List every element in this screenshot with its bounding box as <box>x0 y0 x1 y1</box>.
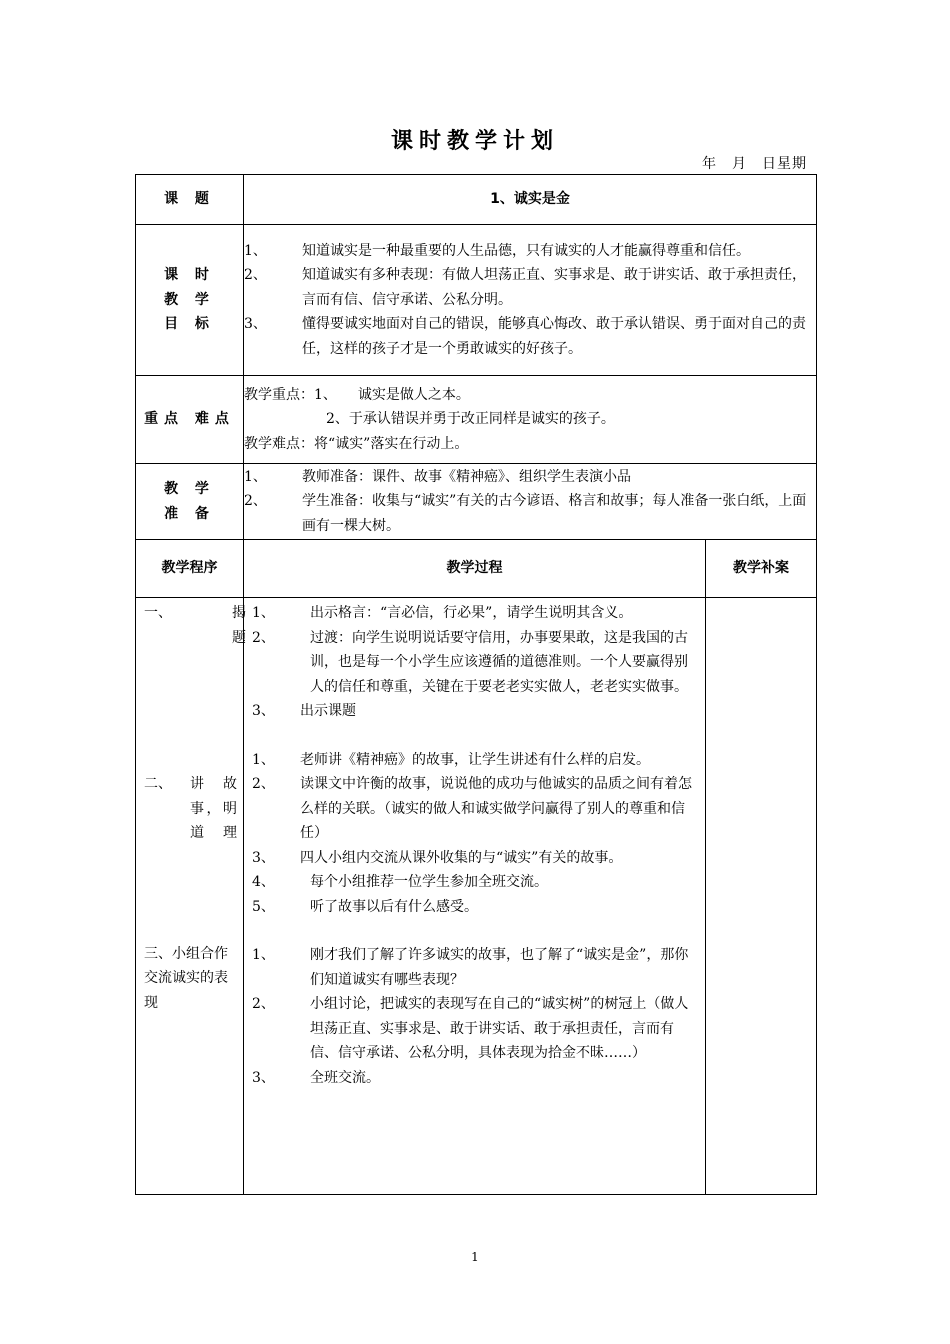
goal-text: 知道诚实有多种表现：有做人坦荡正直、实事求是、敢于讲实话、敢于承担责任，言而有信、信守承诺、公私分明。 <box>302 267 806 308</box>
step-num: 5、 <box>252 898 275 915</box>
key-point-line: 教学重点：1、 诚实是做人之本。 <box>244 386 470 403</box>
topic-row <box>136 175 817 225</box>
difficult-point-line: 教学难点：将“诚实”落实在行动上。 <box>244 435 469 452</box>
goal-text: 知道诚实是一种最重要的人生品德，只有诚实的人才能赢得尊重和信任。 <box>302 242 750 259</box>
step-item <box>252 748 697 773</box>
prep-label-line: 教 学 <box>164 481 215 497</box>
step-text: 刚才我们了解了许多诚实的故事，也了解了“诚实是金”，那你们知道诚实有哪些表现？ <box>310 947 689 988</box>
topic-label: 课 题 <box>136 175 244 225</box>
procedure-row <box>136 598 817 1195</box>
prep-item <box>244 465 816 490</box>
step-item <box>252 870 697 895</box>
focus-label: 重点 难点 <box>136 376 244 464</box>
goals-content <box>244 225 817 376</box>
prep-item <box>244 489 816 538</box>
focus-row <box>136 376 817 464</box>
stage-name: 讲故事，明道理 <box>190 776 237 841</box>
step-text: 全班交流。 <box>310 1069 380 1086</box>
step-text: 每个小组推荐一位学生参加全班交流。 <box>310 874 548 890</box>
stage-name: 小组合作交流诚实的表现 <box>144 945 228 1011</box>
step-item <box>252 601 697 626</box>
prep-label <box>136 464 244 540</box>
step-text: 过渡：向学生说明说话要守信用，办事要果敢，这是我国的古训，也是每一个小学生应该遵循的道德准则。一个人要赢得别人的信任和尊重，关键在于要老老实实做人，老老实实做事。 <box>310 629 688 695</box>
stage-1-label <box>144 601 246 650</box>
date-line: 年 月 日星期 <box>672 153 807 175</box>
stages-column <box>136 598 244 1195</box>
page-title: 课时教学计划 <box>390 129 559 154</box>
goal-num: 1、 <box>244 242 267 259</box>
lesson-plan-table <box>135 174 817 1195</box>
step-item <box>252 943 697 992</box>
goals-label-line: 课 时 <box>164 267 215 284</box>
process-column <box>244 598 706 1195</box>
step-num: 3、 <box>252 1069 275 1086</box>
step-text: 四人小组内交流从课外收集的与“诚实”有关的故事。 <box>300 849 623 866</box>
page-number: 1 <box>471 1250 479 1264</box>
step-text: 老师讲《精神癌》的故事，让学生讲述有什么样的启发。 <box>300 751 650 768</box>
prep-num: 2、 <box>244 493 267 510</box>
step-item <box>252 626 697 700</box>
goals-row <box>136 225 817 376</box>
step-text: 出示课题 <box>300 703 356 719</box>
step-item <box>252 1066 697 1091</box>
step-num: 2、 <box>252 776 275 792</box>
step-num: 1、 <box>252 751 275 768</box>
step-item <box>252 846 697 871</box>
step-num: 1、 <box>252 605 275 621</box>
goals-label-line: 目 标 <box>164 316 215 333</box>
goal-num: 2、 <box>244 267 267 284</box>
step-item <box>252 699 697 724</box>
stage-3-text <box>144 942 237 1016</box>
step-num: 4、 <box>252 874 275 890</box>
step-num: 3、 <box>252 849 275 866</box>
step-item <box>252 895 697 920</box>
key-point-line-2: 2、于承认错误并勇于改正同样是诚实的孩子。 <box>326 411 615 428</box>
step-text: 听了故事以后有什么感受。 <box>310 898 478 915</box>
goals-label <box>136 225 244 376</box>
process-header: 教学过程 <box>244 540 706 598</box>
stage-2-label <box>144 772 237 846</box>
step-item <box>252 992 697 1066</box>
step-num: 2、 <box>252 629 275 646</box>
supplement-header: 教学补案 <box>706 540 817 598</box>
prep-row <box>136 464 817 540</box>
focus-content <box>244 376 817 464</box>
prep-text: 教师准备：课件、故事《精神癌》、组织学生表演小品 <box>302 468 631 485</box>
procedure-header-row <box>136 540 817 598</box>
stage-name: 揭题 <box>232 605 246 646</box>
step-item <box>252 772 697 846</box>
stage-num: 一、 <box>144 605 172 621</box>
step-text: 读课文中许衡的故事，说说他的成功与他诚实的品质之间有着怎么样的关联。（诚实的做人和诚实做学问赢得了别人的尊重和信任） <box>300 776 692 841</box>
procedure-header: 教学程序 <box>136 540 244 598</box>
goal-num: 3、 <box>244 316 267 333</box>
goal-text: 懂得要诚实地面对自己的错误，能够真心悔改、敢于承认错误、勇于面对自己的责任，这样的孩子才是一个勇敢诚实的好孩子。 <box>302 316 806 357</box>
stage-num: 三、 <box>144 945 172 962</box>
step-num: 2、 <box>252 996 275 1012</box>
stage-num: 二、 <box>144 776 172 792</box>
goal-item <box>244 312 816 361</box>
goals-label-line: 教 学 <box>164 291 215 308</box>
stage-3-label <box>144 942 237 1016</box>
lesson-title: 1、诚实是金 <box>244 175 817 225</box>
goal-item <box>244 239 816 264</box>
step-num: 3、 <box>252 703 275 719</box>
goal-item <box>244 263 816 312</box>
prep-text: 学生准备：收集与“诚实”有关的古今谚语、格言和故事；每人准备一张白纸，上面画有一棵大树。 <box>302 493 807 534</box>
step-text: 出示格言：“言必信，行必果”，请学生说明其含义。 <box>310 605 633 621</box>
prep-num: 1、 <box>244 468 267 485</box>
step-num: 1、 <box>252 947 275 963</box>
supplement-column <box>706 598 817 1195</box>
prep-label-line: 准 备 <box>164 505 215 522</box>
step-text: 小组讨论，把诚实的表现写在自己的“诚实树”的树冠上（做人坦荡正直、实事求是、敢于讲实话、敢于承担责任，言而有信、信守承诺、公私分明，具体表现为拾金不昧……） <box>310 996 689 1061</box>
prep-content <box>244 464 817 540</box>
